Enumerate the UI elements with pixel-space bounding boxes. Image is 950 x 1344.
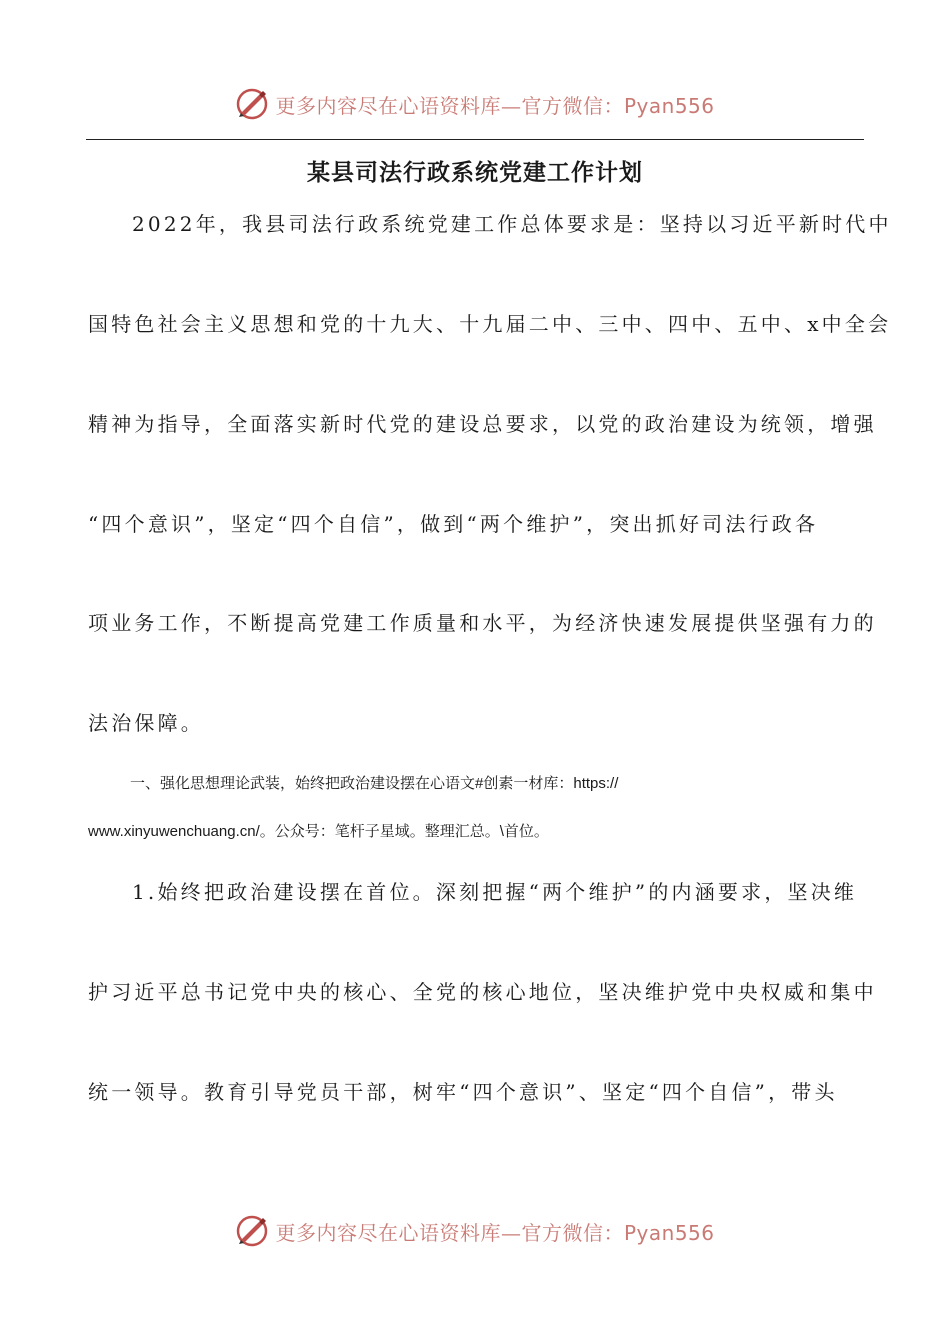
paragraph-line: 2022年，我县司法行政系统党建工作总体要求是：坚持以习近平新时代中: [132, 212, 892, 236]
pen-logo-icon: [235, 87, 269, 121]
section-heading-continued: www.xinyuwenchuang.cn/。公众号：笔杆子星域。整理汇总。\首位。: [88, 823, 549, 840]
paragraph-line: 统一领导。教育引导党员干部，树牢“四个意识”、坚定“四个自信”，带头: [88, 1080, 838, 1104]
watermark-footer: [0, 1211, 950, 1251]
document-title: 某县司法行政系统党建工作计划: [307, 159, 643, 186]
watermark-text: 更多内容尽在心语资料库—官方微信：Pyan556: [275, 1220, 715, 1245]
watermark-text: 更多内容尽在心语资料库—官方微信：Pyan556: [275, 93, 715, 118]
pen-logo-icon: [235, 1214, 269, 1248]
section-heading: 一、强化思想理论武装，始终把政治建设摆在心语文#创素一材库：https://: [130, 775, 619, 792]
paragraph-line: 精神为指导，全面落实新时代党的建设总要求，以党的政治建设为统领，增强: [88, 412, 877, 436]
header-rule: [86, 139, 864, 140]
paragraph-line: 项业务工作，不断提高党建工作质量和水平，为经济快速发展提供坚强有力的: [88, 611, 877, 635]
paragraph-line: 护习近平总书记党中央的核心、全党的核心地位，坚决维护党中央权威和集中: [88, 980, 877, 1004]
paragraph-line: 国特色社会主义思想和党的十九大、十九届二中、三中、四中、五中、x中全会: [88, 312, 892, 336]
paragraph-line: 1.始终把政治建设摆在首位。深刻把握“两个维护”的内涵要求，坚决维: [132, 880, 858, 904]
watermark-header: [0, 84, 950, 124]
paragraph-line: 法治保障。: [88, 711, 204, 735]
paragraph-line: “四个意识”，坚定“四个自信”，做到“两个维护”，突出抓好司法行政各: [88, 512, 819, 536]
